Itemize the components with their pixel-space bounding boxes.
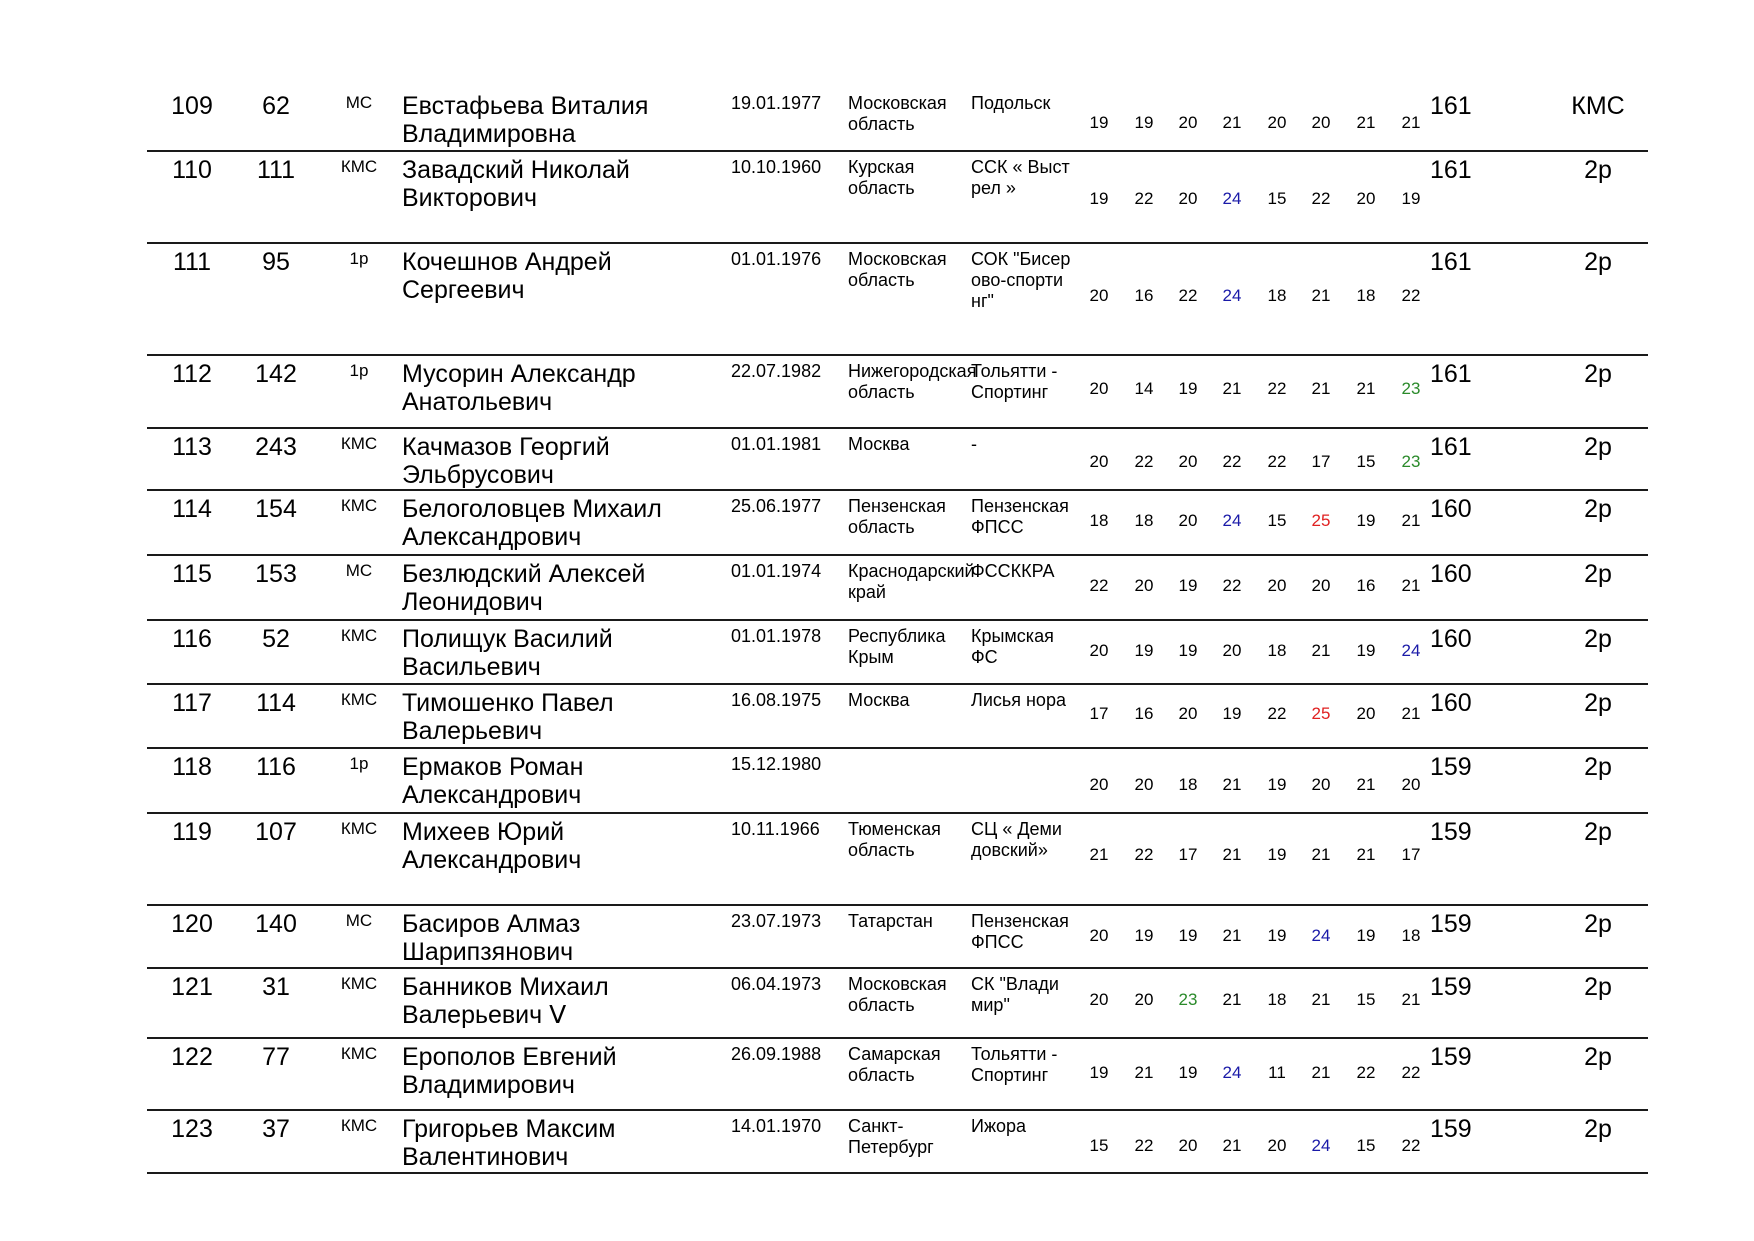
series-score: 18 bbox=[1401, 925, 1421, 945]
series-score: 15 bbox=[1089, 1135, 1109, 1155]
sport-rank-cell: КМС bbox=[340, 1044, 378, 1063]
total-cell: 159 bbox=[1430, 753, 1472, 781]
series-score: 20 bbox=[1178, 510, 1198, 530]
region-cell: Самарская область bbox=[848, 1044, 941, 1085]
region-cell: Нижегородская область bbox=[848, 361, 977, 402]
region-cell: Краснодарский край bbox=[848, 561, 975, 602]
series-score: 23 bbox=[1401, 452, 1421, 471]
series-score: 21 bbox=[1222, 774, 1242, 794]
athlete-name-cell: Качмазов Георгий Эльбрусович bbox=[402, 433, 610, 489]
series-score: 21 bbox=[1311, 1063, 1331, 1083]
table-row bbox=[147, 906, 1648, 969]
start-number-cell: 140 bbox=[255, 910, 297, 938]
place-cell: 119 bbox=[172, 818, 212, 846]
athlete-name-cell: Ермаков Роман Александрович bbox=[402, 753, 584, 809]
achieved-rank-cell: 2р bbox=[1584, 560, 1612, 588]
series-score: 20 bbox=[1134, 774, 1154, 794]
series-scores bbox=[1057, 556, 1557, 619]
region-cell: Московская область bbox=[848, 249, 947, 290]
sport-rank-cell: КМС bbox=[340, 819, 378, 838]
table-row bbox=[147, 814, 1648, 906]
birth-date-cell: 10.10.1960 bbox=[731, 157, 822, 177]
athlete-name-cell: Кочешнов Андрей Сергеевич bbox=[402, 248, 612, 304]
club-cell: Пензенская ФПСС bbox=[971, 911, 1069, 952]
series-scores bbox=[1057, 749, 1557, 812]
series-score: 21 bbox=[1089, 845, 1109, 865]
series-score: 20 bbox=[1089, 640, 1109, 660]
series-score: 19 bbox=[1267, 925, 1287, 945]
series-scores bbox=[1057, 356, 1557, 427]
start-number-cell: 114 bbox=[256, 689, 296, 717]
table-row bbox=[147, 356, 1648, 429]
place-cell: 122 bbox=[171, 1043, 213, 1071]
birth-date-cell: 22.07.1982 bbox=[731, 361, 822, 381]
birth-date-cell: 14.01.1970 bbox=[731, 1116, 822, 1136]
series-score: 21 bbox=[1311, 845, 1331, 865]
series-score: 19 bbox=[1356, 510, 1376, 530]
start-number-cell: 62 bbox=[262, 92, 290, 120]
series-score: 22 bbox=[1401, 1063, 1421, 1083]
series-score: 21 bbox=[1311, 285, 1331, 305]
achieved-rank-cell: 2р bbox=[1584, 689, 1612, 717]
series-score: 22 bbox=[1222, 575, 1242, 595]
region-cell: Москва bbox=[848, 434, 910, 454]
achieved-rank-cell: 2р bbox=[1584, 818, 1612, 846]
series-score: 20 bbox=[1401, 774, 1421, 794]
region-cell: Московская область bbox=[848, 93, 947, 134]
results-table bbox=[147, 88, 1648, 1174]
total-cell: 160 bbox=[1430, 689, 1472, 717]
series-score: 24 bbox=[1222, 188, 1242, 208]
club-cell: СОК "Бисерово-спортинг" bbox=[971, 249, 1071, 311]
start-number-cell: 77 bbox=[262, 1043, 290, 1071]
total-cell: 159 bbox=[1430, 910, 1472, 938]
sport-rank-cell: КМС bbox=[340, 434, 378, 453]
series-score: 20 bbox=[1089, 925, 1109, 945]
series-score: 19 bbox=[1178, 1063, 1198, 1083]
series-score: 19 bbox=[1089, 188, 1109, 208]
birth-date-cell: 25.06.1977 bbox=[731, 496, 822, 516]
series-score: 22 bbox=[1178, 285, 1198, 305]
birth-date-cell: 01.01.1981 bbox=[731, 434, 822, 454]
series-score: 20 bbox=[1178, 1135, 1198, 1155]
series-score: 23 bbox=[1178, 990, 1198, 1010]
place-cell: 116 bbox=[172, 625, 212, 653]
athlete-name-cell: Безлюдский Алексей Леонидович bbox=[402, 560, 646, 616]
table-row bbox=[147, 152, 1648, 244]
series-score: 24 bbox=[1311, 1135, 1331, 1155]
series-score: 20 bbox=[1267, 113, 1287, 133]
series-score: 21 bbox=[1401, 990, 1421, 1010]
sport-rank-cell: КМС bbox=[340, 1116, 378, 1135]
total-cell: 161 bbox=[1430, 248, 1472, 276]
series-score: 19 bbox=[1089, 1063, 1109, 1083]
series-score: 22 bbox=[1134, 452, 1154, 471]
club-cell: ССК « Выстрел » bbox=[971, 157, 1070, 198]
series-score: 24 bbox=[1222, 1063, 1242, 1083]
series-score: 19 bbox=[1134, 640, 1154, 660]
achieved-rank-cell: 2р bbox=[1584, 248, 1612, 276]
club-cell: СК "Владимир" bbox=[971, 974, 1059, 1015]
birth-date-cell: 26.09.1988 bbox=[731, 1044, 822, 1064]
sport-rank-cell: МС bbox=[345, 911, 373, 930]
start-number-cell: 111 bbox=[256, 156, 295, 184]
place-cell: 109 bbox=[171, 92, 213, 120]
series-score: 17 bbox=[1178, 845, 1198, 865]
athlete-name-cell: Банников Михаил Валерьевич ᐯ bbox=[402, 973, 609, 1029]
achieved-rank-cell: 2р bbox=[1584, 433, 1612, 461]
table-row bbox=[147, 491, 1648, 556]
region-cell: Санкт-Петербург bbox=[848, 1116, 934, 1157]
sport-rank-cell: КМС bbox=[340, 690, 378, 709]
series-score: 22 bbox=[1401, 285, 1421, 305]
series-score: 15 bbox=[1267, 510, 1287, 530]
sport-rank-cell: МС bbox=[345, 93, 373, 112]
series-score: 21 bbox=[1222, 990, 1242, 1010]
series-score: 19 bbox=[1401, 188, 1421, 208]
total-cell: 159 bbox=[1430, 818, 1472, 846]
series-score: 22 bbox=[1401, 1135, 1421, 1155]
series-score: 21 bbox=[1356, 379, 1376, 399]
series-score: 24 bbox=[1222, 510, 1242, 530]
series-score: 17 bbox=[1089, 704, 1109, 724]
series-scores bbox=[1057, 969, 1557, 1037]
series-score: 20 bbox=[1178, 188, 1198, 208]
club-cell: Тольятти - Спортинг bbox=[971, 361, 1058, 402]
series-score: 15 bbox=[1356, 452, 1376, 471]
series-score: 21 bbox=[1311, 990, 1331, 1010]
series-score: 22 bbox=[1134, 188, 1154, 208]
total-cell: 161 bbox=[1430, 156, 1472, 184]
series-score: 21 bbox=[1356, 113, 1376, 133]
series-score: 19 bbox=[1222, 704, 1242, 724]
series-score: 21 bbox=[1222, 1135, 1242, 1155]
athlete-name-cell: Григорьев Максим Валентинович bbox=[402, 1115, 616, 1171]
table-row bbox=[147, 685, 1648, 749]
series-scores bbox=[1057, 1111, 1557, 1172]
series-score: 20 bbox=[1267, 1135, 1287, 1155]
place-cell: 114 bbox=[172, 495, 212, 523]
series-score: 19 bbox=[1178, 640, 1198, 660]
region-cell: Пензенская область bbox=[848, 496, 946, 537]
series-score: 21 bbox=[1401, 704, 1421, 724]
sport-rank-cell: КМС bbox=[340, 626, 378, 645]
birth-date-cell: 10.11.1966 bbox=[731, 819, 820, 839]
achieved-rank-cell: 2р bbox=[1584, 910, 1612, 938]
series-score: 21 bbox=[1356, 774, 1376, 794]
club-cell: - bbox=[971, 434, 977, 454]
series-score: 21 bbox=[1311, 640, 1331, 660]
series-score: 19 bbox=[1178, 925, 1198, 945]
series-scores bbox=[1057, 88, 1557, 150]
achieved-rank-cell: 2р bbox=[1584, 973, 1612, 1001]
series-score: 16 bbox=[1134, 704, 1154, 724]
club-cell: Пензенская ФПСС bbox=[971, 496, 1069, 537]
series-score: 22 bbox=[1134, 1135, 1154, 1155]
club-cell: ФССККРА bbox=[971, 561, 1055, 581]
series-score: 20 bbox=[1178, 113, 1198, 133]
start-number-cell: 154 bbox=[255, 495, 297, 523]
series-score: 21 bbox=[1356, 845, 1376, 865]
series-score: 20 bbox=[1134, 575, 1154, 595]
series-score: 20 bbox=[1311, 774, 1331, 794]
total-cell: 161 bbox=[1430, 433, 1472, 461]
series-score: 21 bbox=[1134, 1063, 1154, 1083]
start-number-cell: 95 bbox=[262, 248, 290, 276]
place-cell: 110 bbox=[172, 156, 212, 184]
start-number-cell: 153 bbox=[255, 560, 297, 588]
region-cell: Московская область bbox=[848, 974, 947, 1015]
place-cell: 112 bbox=[172, 360, 212, 388]
club-cell: Лисья нора bbox=[971, 690, 1066, 710]
series-score: 22 bbox=[1311, 188, 1331, 208]
series-score: 19 bbox=[1134, 113, 1154, 133]
series-scores bbox=[1057, 621, 1557, 683]
series-score: 11 bbox=[1268, 1063, 1286, 1083]
sport-rank-cell: КМС bbox=[340, 157, 378, 176]
achieved-rank-cell: 2р bbox=[1584, 1043, 1612, 1071]
sport-rank-cell: 1р bbox=[349, 361, 369, 380]
achieved-rank-cell: 2р bbox=[1584, 360, 1612, 388]
birth-date-cell: 01.01.1974 bbox=[731, 561, 822, 581]
athlete-name-cell: Полищук Василий Васильевич bbox=[402, 625, 613, 681]
birth-date-cell: 01.01.1976 bbox=[731, 249, 822, 269]
series-score: 20 bbox=[1178, 452, 1198, 471]
achieved-rank-cell: КМС bbox=[1571, 92, 1625, 120]
series-score: 20 bbox=[1178, 704, 1198, 724]
birth-date-cell: 01.01.1978 bbox=[731, 626, 822, 646]
place-cell: 117 bbox=[172, 689, 212, 717]
total-cell: 160 bbox=[1430, 560, 1472, 588]
region-cell: Курская область bbox=[848, 157, 915, 198]
sport-rank-cell: КМС bbox=[340, 496, 378, 515]
region-cell: Республика Крым bbox=[848, 626, 946, 667]
place-cell: 120 bbox=[171, 910, 213, 938]
place-cell: 111 bbox=[172, 248, 211, 276]
start-number-cell: 142 bbox=[255, 360, 297, 388]
start-number-cell: 243 bbox=[255, 433, 297, 461]
series-score: 19 bbox=[1134, 925, 1154, 945]
series-score: 21 bbox=[1401, 575, 1421, 595]
table-row bbox=[147, 749, 1648, 814]
achieved-rank-cell: 2р bbox=[1584, 753, 1612, 781]
series-scores bbox=[1057, 491, 1557, 554]
series-score: 21 bbox=[1222, 379, 1242, 399]
series-scores bbox=[1057, 906, 1557, 967]
achieved-rank-cell: 2р bbox=[1584, 495, 1612, 523]
total-cell: 159 bbox=[1430, 973, 1472, 1001]
series-score: 20 bbox=[1356, 704, 1376, 724]
table-row bbox=[147, 621, 1648, 685]
series-score: 15 bbox=[1356, 990, 1376, 1010]
series-score: 25 bbox=[1311, 704, 1331, 724]
series-score: 21 bbox=[1222, 845, 1242, 865]
series-score: 22 bbox=[1222, 452, 1242, 471]
achieved-rank-cell: 2р bbox=[1584, 1115, 1612, 1143]
sport-rank-cell: 1р bbox=[349, 754, 369, 773]
total-cell: 159 bbox=[1430, 1115, 1472, 1143]
sport-rank-cell: МС bbox=[345, 561, 373, 580]
series-score: 22 bbox=[1267, 704, 1287, 724]
birth-date-cell: 19.01.1977 bbox=[731, 93, 822, 113]
series-score: 25 bbox=[1311, 510, 1331, 530]
series-score: 18 bbox=[1134, 510, 1154, 530]
series-score: 20 bbox=[1089, 774, 1109, 794]
total-cell: 161 bbox=[1430, 360, 1472, 388]
series-score: 16 bbox=[1356, 575, 1376, 595]
region-cell: Тюменская область bbox=[848, 819, 941, 860]
series-score: 22 bbox=[1089, 575, 1109, 595]
start-number-cell: 31 bbox=[262, 973, 290, 1001]
sport-rank-cell: КМС bbox=[340, 974, 378, 993]
series-score: 21 bbox=[1222, 113, 1242, 133]
birth-date-cell: 23.07.1973 bbox=[731, 911, 822, 931]
series-score: 15 bbox=[1267, 188, 1287, 208]
series-score: 20 bbox=[1089, 379, 1109, 399]
series-score: 20 bbox=[1222, 640, 1242, 660]
series-score: 20 bbox=[1267, 575, 1287, 595]
series-score: 18 bbox=[1089, 510, 1109, 530]
achieved-rank-cell: 2р bbox=[1584, 625, 1612, 653]
place-cell: 123 bbox=[171, 1115, 213, 1143]
series-score: 22 bbox=[1134, 845, 1154, 865]
start-number-cell: 116 bbox=[256, 753, 296, 781]
series-score: 24 bbox=[1222, 285, 1242, 305]
series-scores bbox=[1057, 1039, 1557, 1109]
series-score: 20 bbox=[1311, 575, 1331, 595]
birth-date-cell: 16.08.1975 bbox=[731, 690, 822, 710]
sport-rank-cell: 1р bbox=[349, 249, 369, 268]
athlete-name-cell: Евстафьева Виталия Владимировна bbox=[402, 92, 649, 148]
series-score: 19 bbox=[1267, 845, 1287, 865]
series-score: 22 bbox=[1356, 1063, 1376, 1083]
series-score: 20 bbox=[1311, 113, 1331, 133]
series-score: 14 bbox=[1134, 379, 1154, 399]
athlete-name-cell: Ерополов Евгений Владимирович bbox=[402, 1043, 617, 1099]
table-row bbox=[147, 429, 1648, 491]
series-score: 18 bbox=[1267, 990, 1287, 1010]
birth-date-cell: 06.04.1973 bbox=[731, 974, 822, 994]
club-cell: Подольск bbox=[971, 93, 1051, 113]
total-cell: 160 bbox=[1430, 495, 1472, 523]
series-score: 16 bbox=[1134, 285, 1154, 305]
series-scores bbox=[1057, 152, 1557, 242]
achieved-rank-cell: 2р bbox=[1584, 156, 1612, 184]
series-scores bbox=[1057, 429, 1557, 489]
series-score: 19 bbox=[1089, 113, 1109, 133]
series-score: 24 bbox=[1401, 640, 1421, 660]
athlete-name-cell: Завадский Николай Викторович bbox=[402, 156, 630, 212]
series-score: 18 bbox=[1178, 774, 1198, 794]
series-score: 17 bbox=[1401, 845, 1421, 865]
series-score: 20 bbox=[1089, 990, 1109, 1010]
series-score: 19 bbox=[1267, 774, 1287, 794]
series-score: 18 bbox=[1356, 285, 1376, 305]
place-cell: 115 bbox=[172, 560, 212, 588]
series-score: 21 bbox=[1222, 925, 1242, 945]
series-score: 20 bbox=[1356, 188, 1376, 208]
start-number-cell: 52 bbox=[262, 625, 290, 653]
series-score: 22 bbox=[1267, 452, 1287, 471]
place-cell: 118 bbox=[172, 753, 212, 781]
region-cell: Москва bbox=[848, 690, 910, 710]
series-scores bbox=[1057, 244, 1557, 354]
club-cell: СЦ « Демидовский» bbox=[971, 819, 1062, 860]
place-cell: 113 bbox=[172, 433, 212, 461]
athlete-name-cell: Тимошенко Павел Валерьевич bbox=[402, 689, 614, 745]
series-scores bbox=[1057, 814, 1557, 904]
series-score: 17 bbox=[1311, 452, 1331, 471]
table-row bbox=[147, 1039, 1648, 1111]
club-cell: Крымская ФС bbox=[971, 626, 1054, 667]
table-row bbox=[147, 244, 1648, 356]
start-number-cell: 107 bbox=[255, 818, 297, 846]
series-score: 18 bbox=[1267, 285, 1287, 305]
series-score: 21 bbox=[1401, 510, 1421, 530]
series-score: 20 bbox=[1089, 452, 1109, 471]
athlete-name-cell: Басиров Алмаз Шарипзянович bbox=[402, 910, 581, 966]
birth-date-cell: 15.12.1980 bbox=[731, 754, 822, 774]
club-cell: Тольятти - Спортинг bbox=[971, 1044, 1058, 1085]
athlete-name-cell: Мусорин Александр Анатольевич bbox=[402, 360, 636, 416]
series-score: 23 bbox=[1401, 379, 1421, 399]
series-score: 18 bbox=[1267, 640, 1287, 660]
series-score: 19 bbox=[1356, 925, 1376, 945]
total-cell: 161 bbox=[1430, 92, 1472, 120]
series-score: 19 bbox=[1356, 640, 1376, 660]
series-score: 21 bbox=[1311, 379, 1331, 399]
athlete-name-cell: Михеев Юрий Александрович bbox=[402, 818, 582, 874]
series-scores bbox=[1057, 685, 1557, 747]
series-score: 20 bbox=[1089, 285, 1109, 305]
series-score: 22 bbox=[1267, 379, 1287, 399]
series-score: 21 bbox=[1401, 113, 1421, 133]
table-row bbox=[147, 556, 1648, 621]
start-number-cell: 37 bbox=[262, 1115, 290, 1143]
series-score: 19 bbox=[1178, 379, 1198, 399]
total-cell: 159 bbox=[1430, 1043, 1472, 1071]
place-cell: 121 bbox=[171, 973, 213, 1001]
table-row bbox=[147, 1111, 1648, 1174]
series-score: 20 bbox=[1134, 990, 1154, 1010]
series-score: 24 bbox=[1311, 925, 1331, 945]
series-score: 15 bbox=[1356, 1135, 1376, 1155]
total-cell: 160 bbox=[1430, 625, 1472, 653]
region-cell: Татарстан bbox=[848, 911, 933, 931]
series-score: 19 bbox=[1178, 575, 1198, 595]
athlete-name-cell: Белоголовцев Михаил Александрович bbox=[402, 495, 662, 551]
table-row bbox=[147, 88, 1648, 152]
table-row bbox=[147, 969, 1648, 1039]
club-cell: Ижора bbox=[971, 1116, 1027, 1136]
